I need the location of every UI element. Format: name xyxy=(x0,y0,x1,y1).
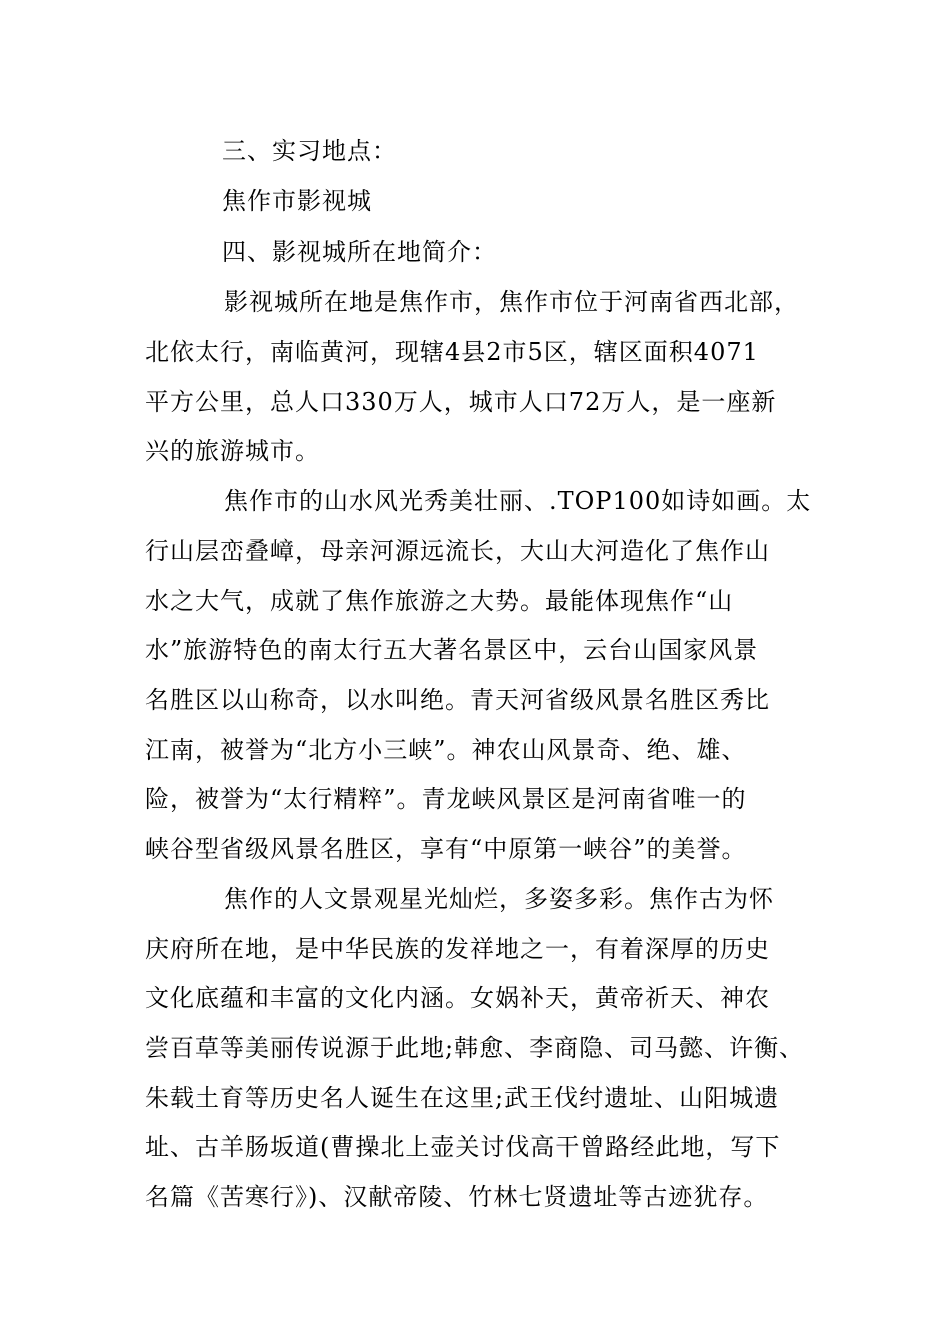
paragraph-3-line: 焦作的人文景观星光灿烂，多姿多彩。焦作古为怀 xyxy=(224,885,774,913)
section-4-heading: 四、影视城所在地简介： xyxy=(222,238,497,266)
paragraph-2-line: 行山层峦叠嶂，母亲河源远流长，大山大河造化了焦作山 xyxy=(145,537,770,565)
paragraph-1-line: 影视城所在地是焦作市，焦作市位于河南省西北部， xyxy=(224,288,799,316)
paragraph-2-line: 水”旅游特色的南太行五大著名景区中，云台山国家风景 xyxy=(145,636,759,664)
paragraph-2-line: 江南，被誉为“北方小三峡”。神农山风景奇、绝、雄、 xyxy=(145,736,747,764)
section-3-content: 焦作市影视城 xyxy=(222,187,372,215)
paragraph-3-line: 尝百草等美丽传说源于此地;韩愈、李商隐、司马懿、许衡、 xyxy=(145,1034,805,1062)
paragraph-2-line: 名胜区以山称奇，以水叫绝。青天河省级风景名胜区秀比 xyxy=(145,686,770,714)
paragraph-2-line: 焦作市的山水风光秀美壮丽、.TOP100如诗如画。太 xyxy=(224,487,812,515)
paragraph-1-line: 平方公里，总人口330万人，城市人口72万人，是一座新 xyxy=(145,388,777,416)
paragraph-3-line: 文化底蕴和丰富的文化内涵。女娲补天，黄帝祈天、神农 xyxy=(145,984,770,1012)
paragraph-2-line: 水之大气，成就了焦作旅游之大势。最能体现焦作“山 xyxy=(145,587,734,615)
paragraph-3-line: 名篇《苦寒行》)、汉献帝陵、竹林七贤遗址等古迹犹存。 xyxy=(145,1183,769,1211)
section-3-heading: 三、实习地点： xyxy=(222,137,397,165)
paragraph-3-line: 庆府所在地，是中华民族的发祥地之一，有着深厚的历史 xyxy=(145,935,770,963)
paragraph-1-line: 兴的旅游城市。 xyxy=(145,437,320,465)
paragraph-3-line: 朱载土育等历史名人诞生在这里;武王伐纣遗址、山阳城遗 xyxy=(145,1084,780,1112)
paragraph-1-line: 北依太行，南临黄河，现辖4县2市5区，辖区面积4071 xyxy=(145,338,759,366)
paragraph-2-line: 险，被誉为“太行精粹”。青龙峡风景区是河南省唯一的 xyxy=(145,785,747,813)
paragraph-3-line: 址、古羊肠坂道(曹操北上壶关讨伐高干曾路经此地，写下 xyxy=(145,1133,781,1161)
paragraph-2-line: 峡谷型省级风景名胜区，享有“中原第一峡谷”的美誉。 xyxy=(145,835,747,863)
